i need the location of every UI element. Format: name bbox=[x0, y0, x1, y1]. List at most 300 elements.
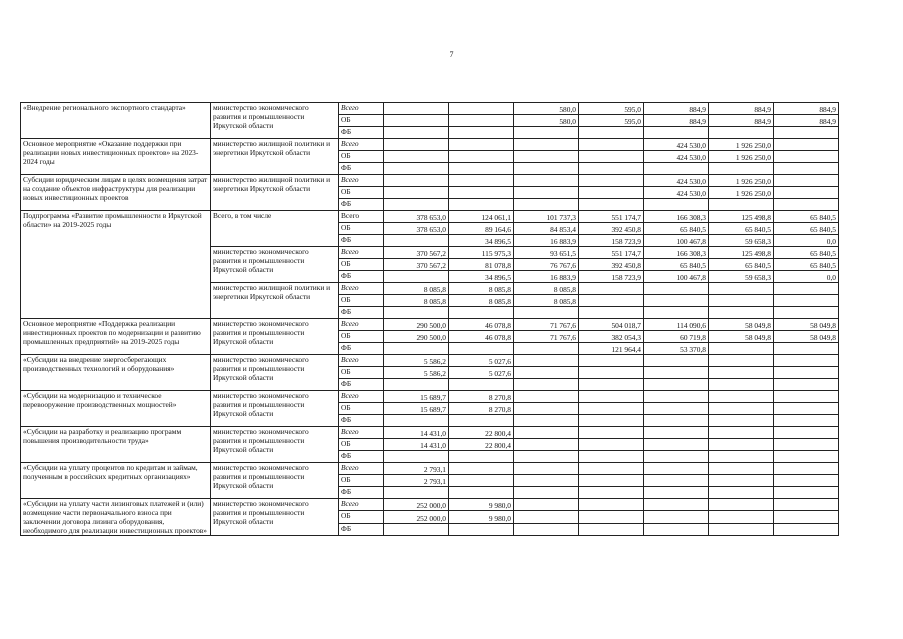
amount-cell bbox=[774, 487, 839, 499]
amount-cell: 65 840,5 bbox=[774, 211, 839, 223]
executor-cell: министерство экономического развития и промышленности Иркутской области bbox=[211, 427, 339, 463]
amount-cell bbox=[449, 451, 514, 463]
amount-cell bbox=[644, 127, 709, 139]
amount-cell: 5 586,2 bbox=[384, 367, 449, 379]
amount-cell: 58 049,8 bbox=[709, 331, 774, 343]
executor-cell: министерство экономического развития и промышленности Иркутской области bbox=[211, 247, 339, 283]
funding-source-cell: Всего bbox=[339, 211, 384, 223]
amount-cell: 65 840,5 bbox=[774, 223, 839, 235]
executor-cell: министерство экономического развития и промышленности Иркутской области bbox=[211, 499, 339, 536]
amount-cell: 551 174,7 bbox=[579, 247, 644, 259]
amount-cell bbox=[579, 151, 644, 163]
amount-cell: 370 567,2 bbox=[384, 259, 449, 271]
amount-cell: 115 975,3 bbox=[449, 247, 514, 259]
amount-cell: 9 980,0 bbox=[449, 511, 514, 523]
amount-cell: 101 737,3 bbox=[514, 211, 579, 223]
amount-cell bbox=[709, 415, 774, 427]
amount-cell bbox=[644, 355, 709, 367]
amount-cell: 76 767,6 bbox=[514, 259, 579, 271]
funding-source-cell: ОБ bbox=[339, 475, 384, 487]
amount-cell bbox=[514, 199, 579, 211]
amount-cell bbox=[774, 379, 839, 391]
amount-cell: 125 498,8 bbox=[709, 247, 774, 259]
funding-source-cell: Всего bbox=[339, 499, 384, 511]
page-number: 7 bbox=[449, 50, 454, 59]
amount-cell bbox=[514, 355, 579, 367]
amount-cell: 8 085,8 bbox=[384, 283, 449, 295]
amount-cell bbox=[579, 415, 644, 427]
amount-cell: 8 270,8 bbox=[449, 403, 514, 415]
activity-name-cell: Основное мероприятие «Оказание поддержки при реализации новых инвестиционных проектов» на 2023-2024 годы bbox=[21, 139, 211, 175]
amount-cell bbox=[514, 511, 579, 523]
table-row bbox=[21, 175, 839, 187]
amount-cell bbox=[449, 199, 514, 211]
amount-cell bbox=[514, 367, 579, 379]
activity-name-cell: Подпрограмма «Развитие промышленности в Иркутской области» на 2019-2025 годы bbox=[21, 211, 211, 319]
funding-source-cell: ОБ bbox=[339, 187, 384, 199]
funding-source-cell: Всего bbox=[339, 103, 384, 115]
amount-cell bbox=[774, 523, 839, 535]
amount-cell: 2 793,1 bbox=[384, 475, 449, 487]
amount-cell bbox=[774, 475, 839, 487]
amount-cell bbox=[644, 523, 709, 535]
amount-cell bbox=[709, 295, 774, 307]
funding-source-cell: ФБ bbox=[339, 163, 384, 175]
amount-cell: 46 078,8 bbox=[449, 331, 514, 343]
activity-name-cell: «Субсидии на модернизацию и техническое перевооружение производственных мощностей» bbox=[21, 391, 211, 427]
amount-cell bbox=[709, 523, 774, 535]
amount-cell: 8 085,8 bbox=[449, 283, 514, 295]
amount-cell bbox=[709, 511, 774, 523]
amount-cell bbox=[579, 139, 644, 151]
executor-cell: министерство жилищной политики и энергетики Иркутской области bbox=[211, 139, 339, 175]
amount-cell bbox=[514, 415, 579, 427]
amount-cell bbox=[644, 439, 709, 451]
amount-cell bbox=[644, 163, 709, 175]
amount-cell bbox=[514, 163, 579, 175]
amount-cell: 53 370,8 bbox=[644, 343, 709, 355]
amount-cell bbox=[384, 103, 449, 115]
amount-cell bbox=[709, 403, 774, 415]
amount-cell bbox=[449, 163, 514, 175]
amount-cell bbox=[384, 343, 449, 355]
amount-cell bbox=[774, 151, 839, 163]
amount-cell: 884,9 bbox=[644, 115, 709, 127]
amount-cell bbox=[709, 343, 774, 355]
executor-cell: Всего, в том числе bbox=[211, 211, 339, 247]
funding-source-cell: ОБ bbox=[339, 151, 384, 163]
amount-cell bbox=[644, 487, 709, 499]
funding-source-cell: Всего bbox=[339, 319, 384, 331]
amount-cell bbox=[644, 415, 709, 427]
amount-cell: 424 530,0 bbox=[644, 139, 709, 151]
table-row bbox=[21, 103, 839, 115]
activity-name-cell: «Субсидии на уплату части лизинговых платежей и (или) возмещение части первоначального взноса при заключении договора лизинга оборудования, необходимого для реализации инвестиционных проектов» bbox=[21, 499, 211, 536]
amount-cell bbox=[449, 187, 514, 199]
amount-cell: 595,0 bbox=[579, 115, 644, 127]
amount-cell bbox=[449, 523, 514, 535]
amount-cell: 125 498,8 bbox=[709, 211, 774, 223]
executor-cell: министерство жилищной политики и энергетики Иркутской области bbox=[211, 283, 339, 319]
amount-cell bbox=[514, 307, 579, 319]
funding-source-cell: ФБ bbox=[339, 307, 384, 319]
amount-cell bbox=[449, 415, 514, 427]
amount-cell: 16 883,9 bbox=[514, 271, 579, 283]
amount-cell bbox=[644, 367, 709, 379]
amount-cell bbox=[579, 367, 644, 379]
amount-cell bbox=[514, 451, 579, 463]
funding-source-cell: ФБ bbox=[339, 379, 384, 391]
amount-cell bbox=[774, 199, 839, 211]
amount-cell: 22 800,4 bbox=[449, 427, 514, 439]
amount-cell bbox=[449, 139, 514, 151]
amount-cell bbox=[579, 295, 644, 307]
amount-cell bbox=[384, 199, 449, 211]
table-row bbox=[21, 139, 839, 151]
amount-cell: 884,9 bbox=[774, 115, 839, 127]
amount-cell bbox=[579, 499, 644, 511]
amount-cell bbox=[774, 295, 839, 307]
amount-cell bbox=[384, 127, 449, 139]
amount-cell bbox=[579, 283, 644, 295]
amount-cell: 0,0 bbox=[774, 235, 839, 247]
amount-cell: 8 085,8 bbox=[384, 295, 449, 307]
amount-cell bbox=[384, 175, 449, 187]
amount-cell: 121 964,4 bbox=[579, 343, 644, 355]
amount-cell: 551 174,7 bbox=[579, 211, 644, 223]
amount-cell: 0,0 bbox=[774, 271, 839, 283]
amount-cell: 884,9 bbox=[709, 115, 774, 127]
amount-cell bbox=[579, 463, 644, 475]
amount-cell bbox=[774, 499, 839, 511]
amount-cell bbox=[579, 475, 644, 487]
amount-cell: 290 500,0 bbox=[384, 331, 449, 343]
amount-cell bbox=[514, 523, 579, 535]
amount-cell: 382 054,3 bbox=[579, 331, 644, 343]
amount-cell bbox=[384, 151, 449, 163]
funding-source-cell: ОБ bbox=[339, 439, 384, 451]
funding-source-cell: ФБ bbox=[339, 523, 384, 535]
funding-source-cell: Всего bbox=[339, 175, 384, 187]
amount-cell bbox=[579, 199, 644, 211]
executor-cell: министерство экономического развития и промышленности Иркутской области bbox=[211, 463, 339, 499]
amount-cell bbox=[384, 415, 449, 427]
table-row bbox=[21, 319, 839, 331]
funding-source-cell: ОБ bbox=[339, 223, 384, 235]
activity-name-cell: «Субсидии на уплату процентов по кредитам и займам, полученным в российских кредитных организациях» bbox=[21, 463, 211, 499]
amount-cell bbox=[644, 463, 709, 475]
funding-source-cell: Всего bbox=[339, 463, 384, 475]
amount-cell bbox=[449, 175, 514, 187]
amount-cell bbox=[774, 427, 839, 439]
amount-cell bbox=[514, 487, 579, 499]
amount-cell bbox=[774, 163, 839, 175]
funding-source-cell: ФБ bbox=[339, 199, 384, 211]
amount-cell bbox=[514, 427, 579, 439]
budget-table bbox=[20, 102, 839, 536]
amount-cell bbox=[579, 439, 644, 451]
amount-cell bbox=[644, 511, 709, 523]
activity-name-cell: Основное мероприятие «Поддержка реализации инвестиционных проектов по модернизации и развитию промышленных предприятий» на 2019-2025 годы bbox=[21, 319, 211, 355]
amount-cell bbox=[644, 427, 709, 439]
amount-cell: 580,0 bbox=[514, 103, 579, 115]
amount-cell bbox=[384, 451, 449, 463]
amount-cell bbox=[384, 187, 449, 199]
activity-name-cell: «Внедрение регионального экспортного стандарта» bbox=[21, 103, 211, 139]
amount-cell: 59 658,3 bbox=[709, 235, 774, 247]
amount-cell bbox=[449, 475, 514, 487]
executor-cell: министерство экономического развития и промышленности Иркутской области bbox=[211, 355, 339, 391]
amount-cell bbox=[514, 475, 579, 487]
funding-source-cell: ФБ bbox=[339, 343, 384, 355]
amount-cell bbox=[384, 487, 449, 499]
funding-source-cell: ФБ bbox=[339, 271, 384, 283]
amount-cell: 34 896,5 bbox=[449, 271, 514, 283]
funding-source-cell: ОБ bbox=[339, 367, 384, 379]
amount-cell: 5 586,2 bbox=[384, 355, 449, 367]
executor-cell: министерство экономического развития и промышленности Иркутской области bbox=[211, 103, 339, 139]
amount-cell: 84 853,4 bbox=[514, 223, 579, 235]
amount-cell bbox=[644, 499, 709, 511]
amount-cell: 5 027,6 bbox=[449, 355, 514, 367]
amount-cell bbox=[644, 475, 709, 487]
amount-cell: 60 719,8 bbox=[644, 331, 709, 343]
funding-source-cell: ФБ bbox=[339, 487, 384, 499]
amount-cell: 14 431,0 bbox=[384, 427, 449, 439]
table-row bbox=[21, 355, 839, 367]
amount-cell: 8 085,8 bbox=[449, 295, 514, 307]
amount-cell bbox=[514, 463, 579, 475]
funding-source-cell: ФБ bbox=[339, 415, 384, 427]
amount-cell bbox=[709, 463, 774, 475]
table-row bbox=[21, 211, 839, 223]
amount-cell bbox=[579, 391, 644, 403]
amount-cell bbox=[514, 499, 579, 511]
amount-cell bbox=[449, 103, 514, 115]
amount-cell: 34 896,5 bbox=[449, 235, 514, 247]
amount-cell: 424 530,0 bbox=[644, 187, 709, 199]
amount-cell bbox=[644, 403, 709, 415]
amount-cell bbox=[579, 427, 644, 439]
amount-cell bbox=[449, 379, 514, 391]
amount-cell: 8 270,8 bbox=[449, 391, 514, 403]
amount-cell bbox=[449, 151, 514, 163]
amount-cell bbox=[774, 139, 839, 151]
amount-cell: 378 653,0 bbox=[384, 211, 449, 223]
amount-cell bbox=[514, 439, 579, 451]
amount-cell bbox=[644, 283, 709, 295]
amount-cell bbox=[644, 199, 709, 211]
amount-cell bbox=[449, 343, 514, 355]
amount-cell bbox=[709, 283, 774, 295]
amount-cell bbox=[709, 499, 774, 511]
amount-cell: 14 431,0 bbox=[384, 439, 449, 451]
amount-cell: 124 061,1 bbox=[449, 211, 514, 223]
amount-cell bbox=[774, 187, 839, 199]
funding-source-cell: Всего bbox=[339, 355, 384, 367]
amount-cell: 2 793,1 bbox=[384, 463, 449, 475]
amount-cell bbox=[644, 451, 709, 463]
amount-cell: 16 883,9 bbox=[514, 235, 579, 247]
amount-cell bbox=[579, 403, 644, 415]
amount-cell bbox=[579, 451, 644, 463]
amount-cell bbox=[709, 451, 774, 463]
funding-source-cell: Всего bbox=[339, 391, 384, 403]
amount-cell: 8 085,8 bbox=[514, 283, 579, 295]
amount-cell bbox=[384, 379, 449, 391]
amount-cell: 65 840,5 bbox=[774, 259, 839, 271]
amount-cell bbox=[709, 163, 774, 175]
amount-cell: 65 840,5 bbox=[644, 223, 709, 235]
amount-cell bbox=[384, 235, 449, 247]
amount-cell bbox=[384, 139, 449, 151]
amount-cell bbox=[709, 391, 774, 403]
amount-cell: 15 689,7 bbox=[384, 391, 449, 403]
amount-cell bbox=[774, 367, 839, 379]
amount-cell bbox=[514, 151, 579, 163]
funding-source-cell: ОБ bbox=[339, 511, 384, 523]
amount-cell bbox=[774, 127, 839, 139]
amount-cell: 58 049,8 bbox=[774, 319, 839, 331]
funding-source-cell: ОБ bbox=[339, 259, 384, 271]
amount-cell bbox=[774, 307, 839, 319]
amount-cell: 504 018,7 bbox=[579, 319, 644, 331]
amount-cell: 580,0 bbox=[514, 115, 579, 127]
activity-name-cell: «Субсидии на разработку и реализацию программ повышения производительности труда» bbox=[21, 427, 211, 463]
amount-cell: 9 980,0 bbox=[449, 499, 514, 511]
funding-source-cell: ОБ bbox=[339, 295, 384, 307]
amount-cell bbox=[514, 403, 579, 415]
amount-cell: 1 926 250,0 bbox=[709, 151, 774, 163]
funding-source-cell: ФБ bbox=[339, 235, 384, 247]
amount-cell bbox=[774, 283, 839, 295]
amount-cell bbox=[449, 487, 514, 499]
activity-name-cell: Субсидии юридическим лицам в целях возмещения затрат на создание объектов инфраструктуры для реализации новых инвестиционных проектов bbox=[21, 175, 211, 211]
amount-cell bbox=[514, 343, 579, 355]
amount-cell bbox=[709, 307, 774, 319]
amount-cell: 392 450,8 bbox=[579, 259, 644, 271]
executor-cell: министерство экономического развития и промышленности Иркутской области bbox=[211, 319, 339, 355]
amount-cell: 166 308,3 bbox=[644, 211, 709, 223]
amount-cell: 158 723,9 bbox=[579, 235, 644, 247]
funding-source-cell: ФБ bbox=[339, 451, 384, 463]
amount-cell bbox=[774, 355, 839, 367]
amount-cell: 100 467,8 bbox=[644, 271, 709, 283]
funding-source-cell: ОБ bbox=[339, 115, 384, 127]
amount-cell: 392 450,8 bbox=[579, 223, 644, 235]
amount-cell bbox=[644, 295, 709, 307]
funding-source-cell: Всего bbox=[339, 427, 384, 439]
amount-cell bbox=[774, 439, 839, 451]
funding-source-cell: Всего bbox=[339, 247, 384, 259]
amount-cell bbox=[579, 175, 644, 187]
amount-cell bbox=[709, 475, 774, 487]
amount-cell: 1 926 250,0 bbox=[709, 187, 774, 199]
amount-cell bbox=[384, 271, 449, 283]
amount-cell bbox=[579, 187, 644, 199]
amount-cell bbox=[514, 379, 579, 391]
amount-cell bbox=[774, 391, 839, 403]
amount-cell: 252 000,0 bbox=[384, 499, 449, 511]
amount-cell bbox=[579, 163, 644, 175]
amount-cell: 884,9 bbox=[644, 103, 709, 115]
amount-cell: 71 767,6 bbox=[514, 331, 579, 343]
amount-cell bbox=[579, 523, 644, 535]
amount-cell: 8 085,8 bbox=[514, 295, 579, 307]
amount-cell bbox=[514, 139, 579, 151]
table-row bbox=[21, 499, 839, 511]
amount-cell bbox=[384, 163, 449, 175]
amount-cell bbox=[449, 127, 514, 139]
executor-cell: министерство экономического развития и промышленности Иркутской области bbox=[211, 391, 339, 427]
amount-cell: 1 926 250,0 bbox=[709, 139, 774, 151]
amount-cell: 93 651,5 bbox=[514, 247, 579, 259]
amount-cell bbox=[774, 175, 839, 187]
amount-cell bbox=[514, 127, 579, 139]
amount-cell: 46 078,8 bbox=[449, 319, 514, 331]
amount-cell: 884,9 bbox=[774, 103, 839, 115]
amount-cell bbox=[579, 379, 644, 391]
amount-cell bbox=[644, 379, 709, 391]
amount-cell: 5 027,6 bbox=[449, 367, 514, 379]
funding-source-cell: ФБ bbox=[339, 127, 384, 139]
table-row bbox=[21, 391, 839, 403]
amount-cell: 58 049,8 bbox=[774, 331, 839, 343]
amount-cell: 65 840,5 bbox=[709, 259, 774, 271]
amount-cell bbox=[709, 379, 774, 391]
amount-cell bbox=[709, 439, 774, 451]
amount-cell: 114 090,6 bbox=[644, 319, 709, 331]
amount-cell bbox=[774, 415, 839, 427]
amount-cell: 378 653,0 bbox=[384, 223, 449, 235]
table-row bbox=[21, 463, 839, 475]
funding-source-cell: ОБ bbox=[339, 331, 384, 343]
amount-cell bbox=[709, 127, 774, 139]
amount-cell: 65 840,5 bbox=[709, 223, 774, 235]
amount-cell: 15 689,7 bbox=[384, 403, 449, 415]
amount-cell bbox=[384, 523, 449, 535]
amount-cell bbox=[709, 427, 774, 439]
amount-cell bbox=[644, 307, 709, 319]
amount-cell: 424 530,0 bbox=[644, 175, 709, 187]
amount-cell bbox=[514, 175, 579, 187]
amount-cell: 71 767,6 bbox=[514, 319, 579, 331]
table-row bbox=[21, 427, 839, 439]
amount-cell bbox=[644, 391, 709, 403]
amount-cell bbox=[579, 511, 644, 523]
amount-cell bbox=[774, 511, 839, 523]
amount-cell bbox=[449, 307, 514, 319]
amount-cell bbox=[774, 343, 839, 355]
amount-cell: 100 467,8 bbox=[644, 235, 709, 247]
amount-cell bbox=[774, 463, 839, 475]
amount-cell: 59 658,3 bbox=[709, 271, 774, 283]
amount-cell: 22 800,4 bbox=[449, 439, 514, 451]
amount-cell: 290 500,0 bbox=[384, 319, 449, 331]
amount-cell bbox=[514, 187, 579, 199]
amount-cell bbox=[449, 115, 514, 127]
amount-cell bbox=[579, 355, 644, 367]
amount-cell bbox=[774, 403, 839, 415]
amount-cell bbox=[449, 463, 514, 475]
amount-cell: 370 567,2 bbox=[384, 247, 449, 259]
amount-cell: 884,9 bbox=[709, 103, 774, 115]
amount-cell: 65 840,5 bbox=[644, 259, 709, 271]
amount-cell bbox=[709, 355, 774, 367]
amount-cell bbox=[709, 487, 774, 499]
amount-cell: 424 530,0 bbox=[644, 151, 709, 163]
funding-source-cell: Всего bbox=[339, 283, 384, 295]
